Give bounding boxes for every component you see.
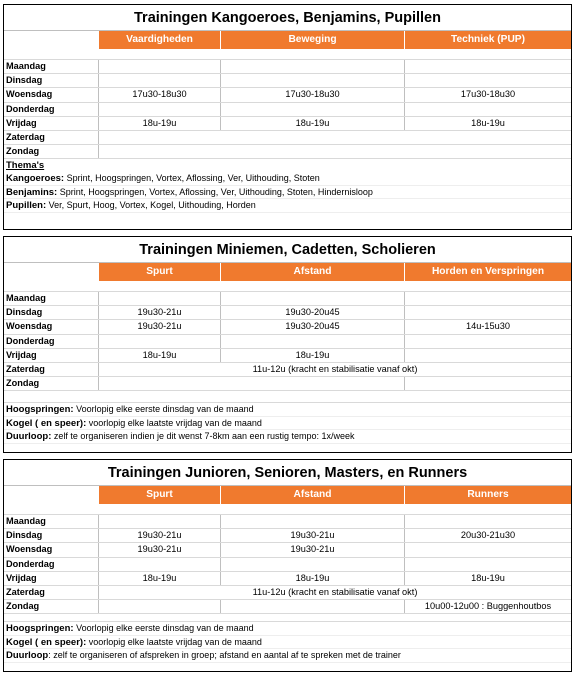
table-row bbox=[4, 377, 571, 391]
column-header: Runners bbox=[405, 486, 571, 504]
note-line bbox=[4, 403, 571, 417]
table-row bbox=[4, 515, 571, 529]
table-row bbox=[4, 586, 571, 600]
cell bbox=[221, 74, 405, 87]
column-header: Afstand bbox=[221, 486, 405, 504]
table-row bbox=[4, 529, 571, 543]
note-text: voorlopig elke laatste vrijdag van de maand bbox=[86, 636, 262, 647]
day-label: Donderdag bbox=[4, 335, 99, 348]
day-label: Maandag bbox=[4, 292, 99, 305]
day-label: Zaterdag bbox=[4, 586, 99, 599]
table-row bbox=[4, 88, 571, 102]
schedule-section-miniemen bbox=[3, 236, 572, 453]
day-label: Vrijdag bbox=[4, 572, 99, 585]
cell bbox=[405, 74, 571, 87]
note-text: voorlopig elke laatste vrijdag van de maand bbox=[86, 417, 262, 428]
cell: 18u-19u bbox=[221, 117, 405, 130]
day-label: Dinsdag bbox=[4, 306, 99, 319]
note-label: Hoogspringen: bbox=[6, 623, 74, 635]
table-row bbox=[4, 103, 571, 117]
table-row bbox=[4, 558, 571, 572]
cell: 18u-19u bbox=[99, 572, 221, 585]
day-label: Woensdag bbox=[4, 88, 99, 101]
column-header: Spurt bbox=[99, 263, 221, 281]
note-label: Hoogspringen: bbox=[6, 404, 74, 416]
table-row bbox=[4, 74, 571, 88]
cell bbox=[405, 377, 571, 390]
note-line bbox=[4, 430, 571, 444]
note-line bbox=[4, 649, 571, 663]
schedule-section-junioren bbox=[3, 459, 572, 672]
day-label: Donderdag bbox=[4, 558, 99, 571]
cell: 10u00-12u00 : Buggenhoutbos bbox=[424, 601, 552, 612]
cell bbox=[99, 515, 221, 528]
day-label: Vrijdag bbox=[4, 349, 99, 362]
day-label: Zondag bbox=[4, 145, 99, 158]
day-label: Zaterdag bbox=[4, 363, 99, 376]
header-spacer bbox=[4, 31, 99, 49]
cell bbox=[221, 292, 405, 305]
note-label: Kogel ( en speer): bbox=[6, 636, 87, 648]
day-label: Zondag bbox=[4, 600, 99, 613]
cell: 19u30-21u bbox=[221, 529, 405, 542]
cell: 19u30-21u bbox=[99, 320, 221, 333]
cell: 19u30-21u bbox=[221, 543, 405, 556]
column-header: Spurt bbox=[99, 486, 221, 504]
table-row bbox=[4, 292, 571, 306]
day-label: Zondag bbox=[4, 377, 99, 390]
thema-label: Pupillen: bbox=[6, 200, 47, 212]
cell: 18u-19u bbox=[221, 349, 405, 362]
table-row bbox=[4, 320, 571, 334]
note-line bbox=[4, 636, 571, 650]
day-label: Maandag bbox=[4, 60, 99, 73]
table-row bbox=[4, 363, 571, 377]
cell bbox=[221, 60, 405, 73]
table-row bbox=[4, 117, 571, 131]
column-header-row bbox=[4, 263, 571, 282]
section-title: Trainingen Kangoeroes, Benjamins, Pupillen bbox=[4, 5, 571, 31]
note-text: : zelf te organiseren of afspreken in groep; afstand en aantal af te spreken met de trainer bbox=[48, 650, 401, 661]
table-row bbox=[4, 572, 571, 586]
table-row bbox=[4, 543, 571, 557]
cell bbox=[221, 335, 405, 348]
cell: 17u30-18u30 bbox=[221, 88, 405, 101]
day-label: Zaterdag bbox=[4, 131, 99, 144]
table-row bbox=[4, 145, 571, 159]
thema-label: Benjamins: bbox=[6, 186, 58, 198]
cell: 18u-19u bbox=[471, 572, 505, 583]
note-text: Voorlopig elke eerste dinsdag van de maand bbox=[73, 623, 254, 634]
spacer-row bbox=[4, 50, 571, 60]
column-header: Vaardigheden bbox=[99, 31, 221, 49]
cell bbox=[405, 60, 571, 73]
cell bbox=[99, 558, 221, 571]
day-label: Maandag bbox=[4, 515, 99, 528]
cell bbox=[99, 60, 221, 73]
thema-text: Sprint, Hoogspringen, Vortex, Aflossing, Ver, Uithouding, Stoten, Hindernisloop bbox=[57, 186, 373, 197]
cell: 18u-19u bbox=[99, 349, 221, 362]
thema-label: Kangoeroes: bbox=[6, 173, 65, 185]
cell bbox=[405, 558, 571, 571]
table-row bbox=[4, 335, 571, 349]
table-row bbox=[4, 349, 571, 363]
day-label: Woensdag bbox=[4, 543, 99, 556]
cell: 17u30-18u30 bbox=[99, 88, 221, 101]
note-line bbox=[4, 417, 571, 431]
note-label: Duurloop bbox=[6, 650, 49, 662]
column-header: Beweging bbox=[221, 31, 405, 49]
cell: 18u-19u bbox=[221, 572, 405, 585]
cell: 20u30-21u30 bbox=[460, 530, 516, 541]
cell bbox=[99, 292, 221, 305]
cell bbox=[405, 292, 571, 305]
cell bbox=[221, 103, 405, 116]
spacer-row bbox=[4, 505, 571, 515]
thema-line bbox=[4, 199, 571, 213]
cell bbox=[99, 74, 221, 87]
section-title: Trainingen Junioren, Senioren, Masters, en Runners bbox=[4, 460, 571, 486]
note-text: zelf te organiseren indien je dit wenst 7-8km aan een rustig tempo: 1x/week bbox=[51, 431, 355, 442]
note-label: Duurloop: bbox=[6, 431, 52, 443]
thema-text: Sprint, Hoogspringen, Vortex, Aflossing, Ver, Uithouding, Stoten bbox=[64, 173, 320, 184]
cell: 19u30-21u bbox=[99, 529, 221, 542]
note-line bbox=[4, 622, 571, 636]
column-header: Afstand bbox=[221, 263, 405, 281]
table-row bbox=[4, 131, 571, 145]
cell: 19u30-21u bbox=[99, 543, 221, 556]
schedule-section-kangoeroes bbox=[3, 4, 572, 230]
day-label: Dinsdag bbox=[4, 74, 99, 87]
thema-text: Ver, Spurt, Hoog, Vortex, Kogel, Uithouding, Horden bbox=[46, 200, 256, 211]
day-label: Vrijdag bbox=[4, 117, 99, 130]
cell bbox=[405, 335, 571, 348]
note-label: Kogel ( en speer): bbox=[6, 417, 87, 429]
column-header: Techniek (PUP) bbox=[405, 31, 571, 49]
header-spacer bbox=[4, 486, 99, 504]
cell bbox=[99, 131, 571, 144]
day-label: Dinsdag bbox=[4, 529, 99, 542]
cell bbox=[405, 306, 571, 319]
day-label: Woensdag bbox=[4, 320, 99, 333]
cell: 14u-15u30 bbox=[466, 321, 510, 332]
column-header-row bbox=[4, 486, 571, 505]
cell bbox=[99, 377, 405, 390]
themas-heading: Thema's bbox=[6, 160, 45, 172]
cell: 19u30-21u bbox=[99, 306, 221, 319]
table-row bbox=[4, 600, 571, 614]
cell: 19u30-20u45 bbox=[221, 320, 405, 333]
column-header: Horden en Verspringen bbox=[405, 263, 571, 281]
cell bbox=[221, 558, 405, 571]
header-spacer bbox=[4, 263, 99, 281]
cell: 18u-19u bbox=[471, 117, 505, 128]
spacer-row bbox=[4, 614, 571, 622]
cell bbox=[405, 103, 571, 116]
cell bbox=[405, 515, 571, 528]
table-row bbox=[4, 60, 571, 74]
cell bbox=[405, 349, 571, 362]
cell bbox=[99, 145, 571, 158]
cell bbox=[405, 543, 571, 556]
spacer-row bbox=[4, 282, 571, 292]
cell bbox=[221, 600, 405, 613]
merged-cell: 11u-12u (kracht en stabilisatie vanaf okt) bbox=[252, 363, 418, 374]
cell bbox=[99, 335, 221, 348]
day-label: Donderdag bbox=[4, 103, 99, 116]
spacer-row bbox=[4, 391, 571, 403]
table-row bbox=[4, 306, 571, 320]
column-header-row bbox=[4, 31, 571, 50]
cell bbox=[221, 515, 405, 528]
cell bbox=[99, 600, 221, 613]
thema-line bbox=[4, 186, 571, 200]
cell: 18u-19u bbox=[99, 117, 221, 130]
cell: 19u30-20u45 bbox=[221, 306, 405, 319]
merged-cell: 11u-12u (kracht en stabilisatie vanaf okt) bbox=[252, 586, 418, 597]
cell: 17u30-18u30 bbox=[460, 89, 516, 100]
thema-line bbox=[4, 172, 571, 186]
note-text: Voorlopig elke eerste dinsdag van de maand bbox=[73, 404, 254, 415]
section-title: Trainingen Miniemen, Cadetten, Scholieren bbox=[4, 237, 571, 263]
cell bbox=[99, 103, 221, 116]
